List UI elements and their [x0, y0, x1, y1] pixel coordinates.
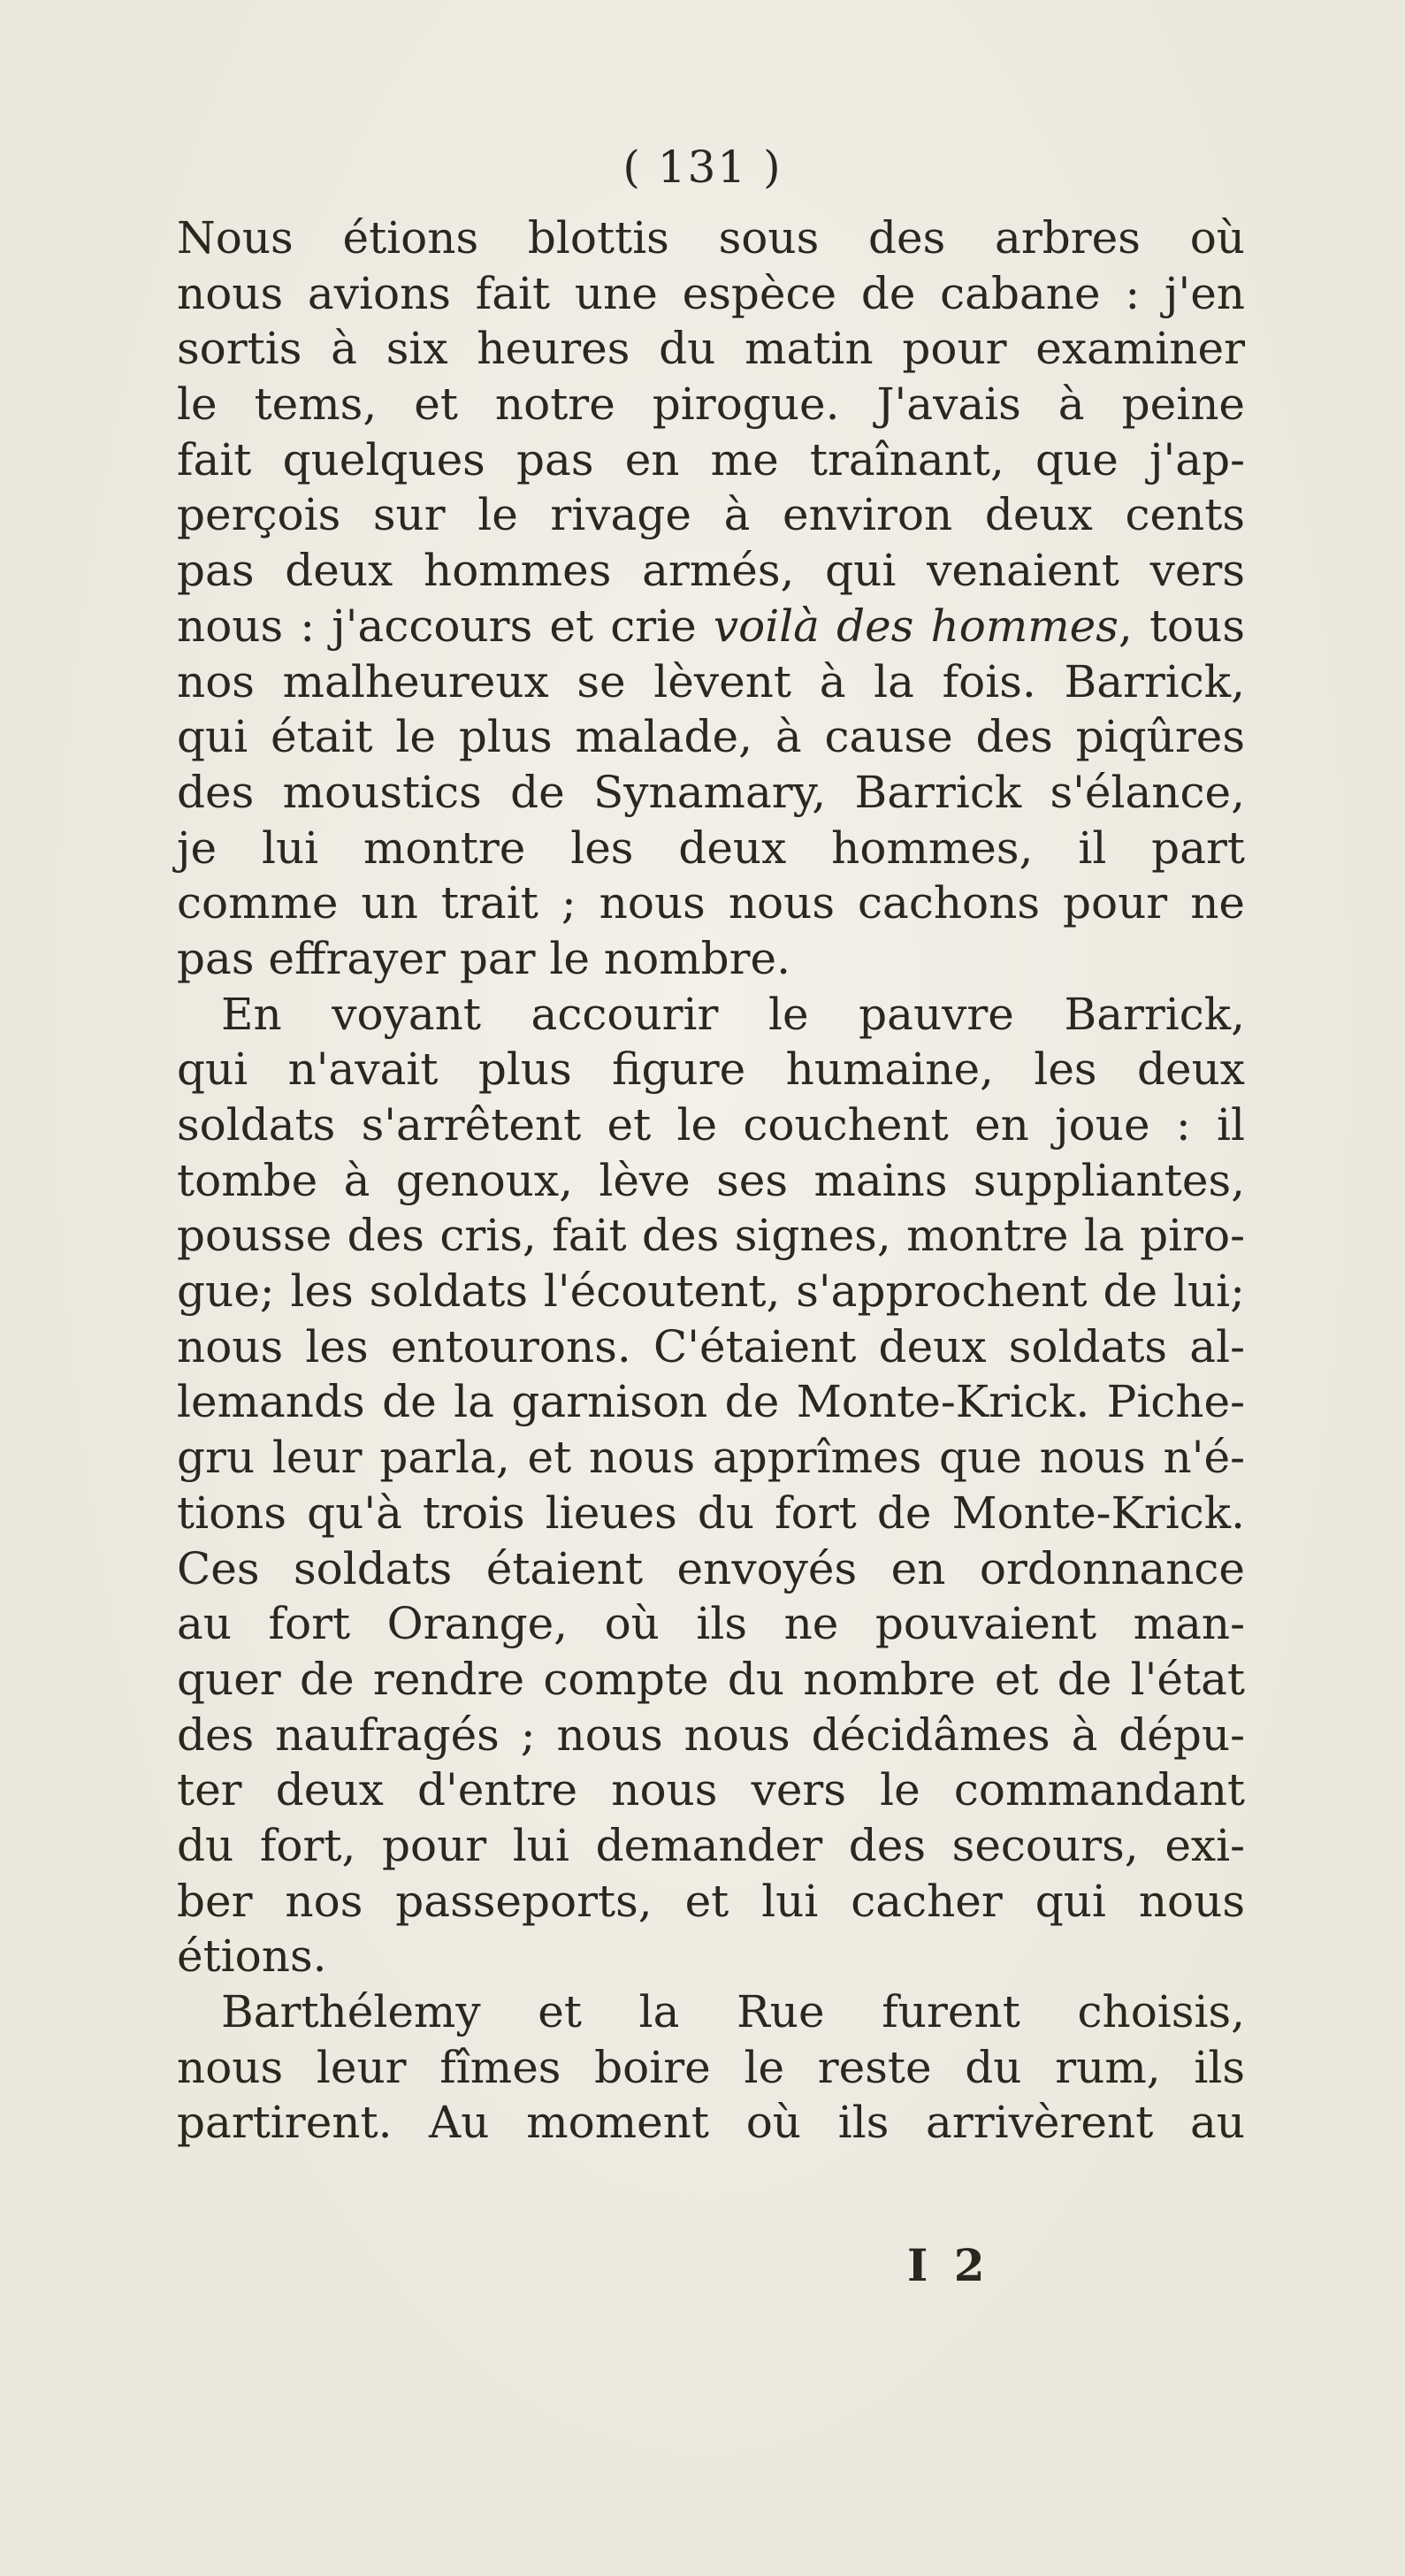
text-line: quer de rendre compte du nombre et de l'état [177, 1653, 1245, 1705]
text-line: lemands de la garnison de Monte-Krick. Piche- [177, 1376, 1245, 1428]
text-line: qui était le plus malade, à cause des piqûres [177, 711, 1245, 763]
text-line: au fort Orange, où ils ne pouvaient man- [177, 1598, 1245, 1650]
text-line: ber nos passeports, et lui cacher qui nous [177, 1875, 1245, 1927]
paragraph-start-line: En voyant accourir le pauvre Barrick, [221, 988, 1245, 1040]
text-line: sortis à six heures du matin pour examiner [177, 323, 1245, 375]
text-line: je lui montre les deux hommes, il part [177, 822, 1245, 874]
text-line: étions. [177, 1930, 327, 1983]
text-line: le tems, et notre pirogue. J'avais à peine [177, 378, 1245, 431]
text-line: tombe à genoux, lève ses mains suppliantes, [177, 1154, 1245, 1206]
text-line: ter deux d'entre nous vers le commandant [177, 1764, 1245, 1816]
text-line: pas deux hommes armés, qui venaient vers [177, 545, 1245, 597]
text-line: partirent. Au moment où ils arrivèrent au [177, 2097, 1245, 2149]
text-line: comme un trait ; nous nous cachons pour ne [177, 877, 1245, 929]
signature-mark: I 2 [907, 2239, 990, 2291]
text-line: pousse des cris, fait des signes, montre la piro- [177, 1210, 1245, 1262]
italic-phrase: voilà des hommes [713, 600, 1119, 652]
text-line: des naufragés ; nous nous décidâmes à dépu- [177, 1708, 1245, 1761]
text-line: fait quelques pas en me traînant, que j'ap- [177, 433, 1245, 485]
text-line-with-italic [177, 599, 1245, 654]
text-line: des moustics de Synamary, Barrick s'élance, [177, 766, 1245, 818]
text-segment: nous : j'accours et crie [177, 600, 714, 652]
text-segment: , tous [1118, 600, 1246, 652]
text-line: soldats s'arrêtent et le couchent en joue : il [177, 1099, 1245, 1150]
text-line: perçois sur le rivage à environ deux cents [177, 489, 1245, 541]
text-line: tions qu'à trois lieues du fort de Monte-Krick. [177, 1487, 1245, 1539]
text-line: nous leur fîmes boire le reste du rum, ils [177, 2041, 1245, 2093]
text-line: Ces soldats étaient envoyés en ordonnance [177, 1542, 1245, 1594]
text-line: gue; les soldats l'écoutent, s'approchent de lui; [177, 1265, 1245, 1318]
page-number: ( 131 ) [622, 141, 783, 193]
text-line: Nous étions blottis sous des arbres où [177, 212, 1245, 264]
paragraph-start-line: Barthélemy et la Rue furent choisis, [221, 1986, 1245, 2037]
text-line: qui n'avait plus figure humaine, les deux [177, 1043, 1245, 1096]
body-text [177, 210, 1245, 2151]
text-line: nous les entourons. C'étaient deux soldats al- [177, 1320, 1245, 1372]
text-line: nos malheureux se lèvent à la fois. Barrick, [177, 655, 1245, 707]
text-line: pas effrayer par le nombre. [177, 932, 791, 984]
text-line: nous avions fait une espèce de cabane : j'en [177, 267, 1245, 319]
text-line: du fort, pour lui demander des secours, exi- [177, 1819, 1245, 1871]
text-line: gru leur parla, et nous apprîmes que nous n'é- [177, 1432, 1245, 1484]
